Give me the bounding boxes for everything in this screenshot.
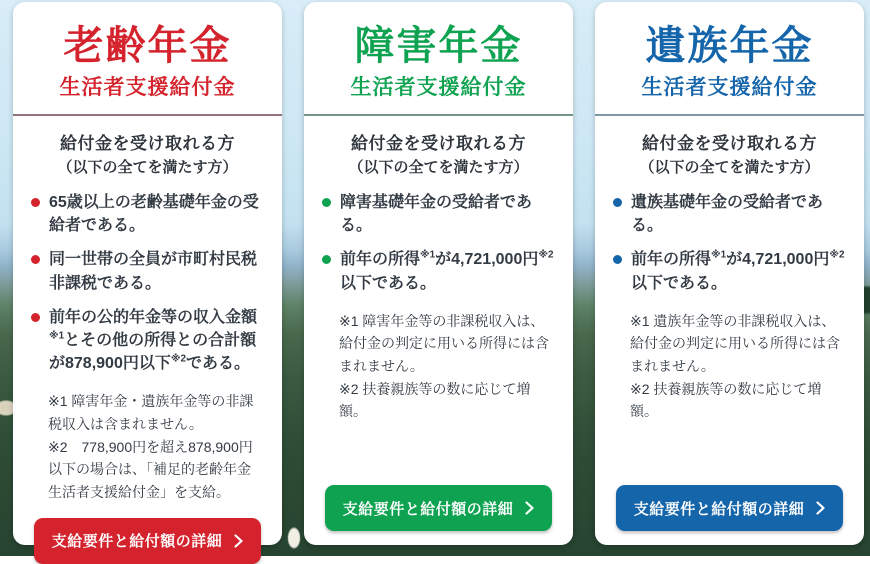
card-disability-pension	[304, 2, 573, 545]
bullet-text: 前年の所得$^{※1}$が4,721,000円$^{※2}$以下である。	[340, 250, 554, 292]
button-row	[31, 504, 264, 564]
chevron-right-icon	[525, 501, 534, 515]
divider	[595, 114, 864, 116]
detail-button-label: 支給要件と給付額の詳細	[633, 500, 805, 518]
card-title: 遺族年金	[645, 24, 814, 68]
footnotes	[339, 310, 555, 423]
eligibility-bullet	[31, 306, 264, 376]
card-survivor-pension	[595, 2, 864, 545]
footnote: ※1 遺族年金等の非課税収入は、給付金の判定に用いる所得には含まれません。	[630, 312, 840, 375]
eligibility-bullet	[613, 191, 846, 237]
bullet-text: 前年の所得$^{※1}$が4,721,000円$^{※2}$以下である。	[631, 250, 845, 292]
eligibility-heading: 給付金を受け取れる方	[642, 134, 817, 153]
bullet-dot-icon	[613, 198, 622, 207]
divider	[13, 114, 282, 116]
detail-button-label: 支給要件と給付額の詳細	[51, 533, 223, 551]
footnote: ※2 扶養親族等の数に応じて増額。	[630, 380, 822, 420]
eligibility-bullet	[31, 191, 264, 237]
bullet-text: 障害基礎年金の受給者である。	[340, 194, 533, 235]
card-subtitle: 生活者支援給付金	[59, 76, 236, 99]
card-title: 老齢年金	[63, 24, 232, 68]
detail-button[interactable]	[616, 485, 844, 531]
footnote: ※1 障害年金等の非課税収入は、給付金の判定に用いる所得には含まれません。	[339, 312, 549, 375]
bullet-dot-icon	[613, 255, 622, 264]
bullet-dot-icon	[322, 198, 331, 207]
footnotes	[630, 310, 846, 423]
bullet-text: 遺族基礎年金の受給者である。	[631, 194, 824, 235]
eligibility-list	[613, 191, 846, 306]
card-subtitle: 生活者支援給付金	[641, 76, 818, 99]
footnote: ※2 扶養親族等の数に応じて増額。	[339, 380, 531, 420]
eligibility-heading: 給付金を受け取れる方	[60, 134, 235, 153]
eligibility-bullet	[31, 248, 264, 294]
eligibility-subheading: （以下の全てを満たす方）	[57, 159, 238, 176]
eligibility-list	[31, 191, 264, 386]
pension-cards-row	[13, 2, 864, 551]
eligibility-subheading: （以下の全てを満たす方）	[348, 159, 529, 176]
detail-button-label: 支給要件と給付額の詳細	[342, 500, 514, 518]
eligibility-bullet	[613, 248, 846, 294]
chevron-right-icon	[816, 501, 825, 515]
card-title: 障害年金	[354, 24, 523, 68]
button-row	[613, 471, 846, 531]
eligibility-bullet	[322, 248, 555, 294]
chevron-right-icon	[234, 534, 243, 548]
bullet-dot-icon	[31, 313, 40, 322]
divider	[304, 114, 573, 116]
bullet-text: 前年の公的年金等の収入金額$^{※1}$とその他の所得との合計額が878,900円以下$^{※2}$である。	[49, 308, 258, 373]
detail-button[interactable]	[325, 485, 553, 531]
bullet-text: 同一世帯の全員が市町村民税非課税である。	[49, 251, 258, 292]
bullet-dot-icon	[31, 255, 40, 264]
detail-button[interactable]	[34, 518, 262, 564]
footnote: ※1 障害年金・遺族年金等の非課税収入は含まれません。	[48, 393, 254, 432]
footnotes	[48, 390, 264, 503]
eligibility-bullet	[322, 191, 555, 237]
card-subtitle: 生活者支援給付金	[350, 76, 527, 99]
eligibility-subheading: （以下の全てを満たす方）	[639, 159, 820, 176]
card-old-age-pension	[13, 2, 282, 551]
button-row	[322, 471, 555, 531]
bullet-dot-icon	[31, 198, 40, 207]
bullet-dot-icon	[322, 255, 331, 264]
bullet-text: 65歳以上の老齢基礎年金の受給者である。	[49, 194, 259, 235]
eligibility-list	[322, 191, 555, 306]
eligibility-heading: 給付金を受け取れる方	[351, 134, 526, 153]
footnote: ※2 778,900円を超え878,900円以下の場合は、「補足的老齢年金生活者支援給付金」を支給。	[48, 438, 253, 500]
